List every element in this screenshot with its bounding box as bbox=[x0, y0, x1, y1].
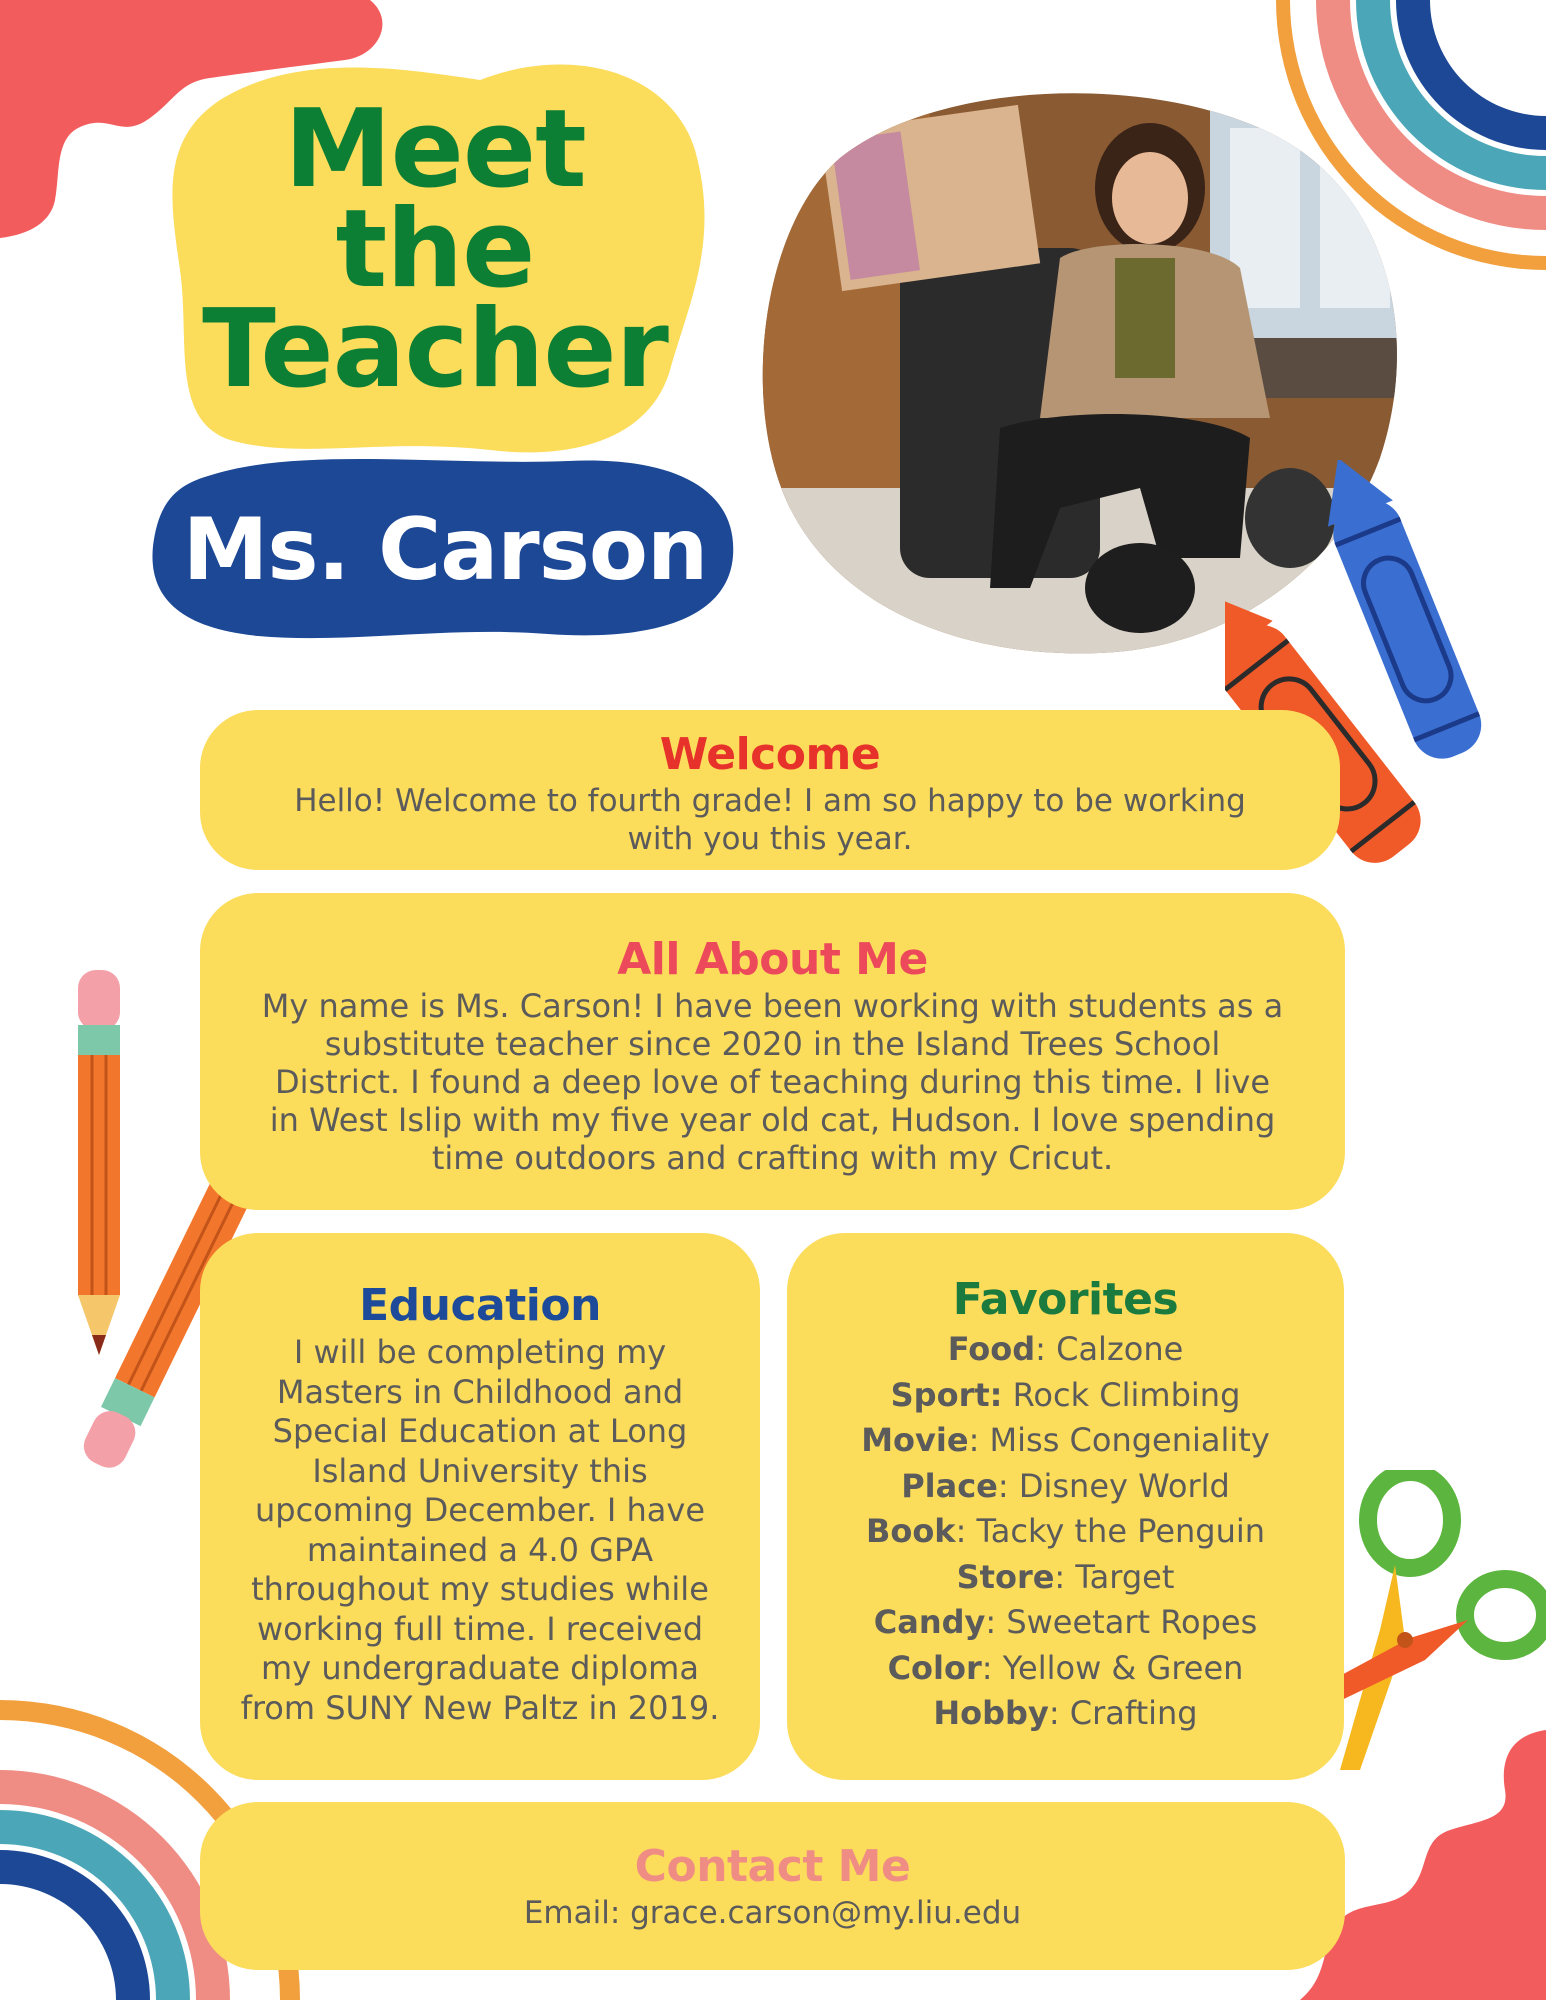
education-line: working full time. I received bbox=[256, 1609, 704, 1648]
about-me-heading: All About Me bbox=[617, 934, 928, 985]
favorite-value: Yellow & Green bbox=[992, 1648, 1244, 1687]
favorite-item-color bbox=[795, 1646, 1336, 1692]
favorite-value: Rock Climbing bbox=[1002, 1375, 1241, 1414]
pencil-icon bbox=[78, 970, 120, 1355]
favorites-heading: Favorites bbox=[952, 1274, 1179, 1325]
favorite-sep: : bbox=[997, 1466, 1009, 1505]
contact-card bbox=[200, 1802, 1345, 1970]
favorite-label: Color bbox=[887, 1648, 982, 1687]
favorite-value: Crafting bbox=[1059, 1694, 1198, 1732]
favorite-label: Place bbox=[901, 1466, 998, 1505]
favorite-item-book bbox=[795, 1509, 1336, 1555]
favorite-value: Target bbox=[1065, 1557, 1175, 1596]
favorite-value: Calzone bbox=[1045, 1330, 1184, 1368]
welcome-text-line-2: with you this year. bbox=[627, 821, 913, 857]
education-line: throughout my studies while bbox=[251, 1570, 709, 1608]
favorite-value: Miss Congeniality bbox=[979, 1421, 1270, 1459]
favorite-value: Disney World bbox=[1008, 1466, 1230, 1505]
about-me-line: District. I found a deep love of teaching during this time. I live bbox=[274, 1063, 1270, 1101]
welcome-card bbox=[200, 710, 1340, 870]
about-me-line: in West Islip with my five year old cat, Hudson. I love spending bbox=[269, 1101, 1276, 1139]
favorite-label: Candy bbox=[873, 1603, 986, 1641]
favorite-sep: : bbox=[985, 1603, 997, 1641]
favorite-item-movie bbox=[795, 1418, 1336, 1464]
education-heading: Education bbox=[359, 1280, 601, 1331]
education-line: Special Education at Long bbox=[272, 1412, 688, 1450]
contact-email[interactable]: Email: grace.carson@my.liu.edu bbox=[523, 1895, 1022, 1931]
about-me-line: My name is Ms. Carson! I have been working with students as a bbox=[261, 987, 1284, 1025]
about-me-card bbox=[200, 893, 1345, 1210]
favorite-value: Tacky the Penguin bbox=[966, 1512, 1266, 1550]
favorite-sep: : bbox=[1054, 1557, 1066, 1596]
favorite-sep: : bbox=[955, 1512, 967, 1550]
education-card bbox=[200, 1233, 760, 1780]
favorite-label: Movie bbox=[861, 1421, 969, 1459]
favorite-value: Sweetart Ropes bbox=[996, 1603, 1258, 1641]
about-me-line: substitute teacher since 2020 in the Island Trees School bbox=[324, 1025, 1221, 1063]
favorite-item-hobby bbox=[795, 1691, 1336, 1737]
title-line-meet: Meet bbox=[284, 87, 586, 212]
title-line-teacher: Teacher bbox=[202, 287, 668, 412]
title-line-the: the bbox=[335, 187, 535, 312]
favorite-label: Sport: bbox=[890, 1375, 1003, 1414]
welcome-text-line-1: Hello! Welcome to fourth grade! I am so happy to be working bbox=[294, 783, 1246, 819]
teacher-name: Ms. Carson bbox=[182, 500, 708, 600]
education-line: I will be completing my bbox=[293, 1333, 667, 1371]
favorite-item-sport bbox=[795, 1373, 1336, 1419]
favorite-label: Food bbox=[947, 1330, 1036, 1368]
about-me-line: time outdoors and crafting with my Cricut. bbox=[431, 1139, 1114, 1177]
favorite-item-candy bbox=[795, 1600, 1336, 1646]
favorite-sep: : bbox=[968, 1421, 980, 1459]
contact-heading: Contact Me bbox=[634, 1841, 911, 1892]
favorite-label: Book bbox=[865, 1512, 956, 1550]
favorite-item-food bbox=[795, 1327, 1336, 1373]
education-line: Masters in Childhood and bbox=[276, 1372, 684, 1411]
favorite-item-place bbox=[795, 1464, 1336, 1510]
education-line: Island University this bbox=[312, 1451, 648, 1490]
education-line: my undergraduate diploma bbox=[261, 1649, 699, 1687]
favorite-item-store bbox=[795, 1555, 1336, 1601]
education-line: upcoming December. I have bbox=[254, 1491, 706, 1529]
welcome-heading: Welcome bbox=[659, 729, 881, 780]
favorite-label: Store bbox=[956, 1557, 1055, 1596]
education-line: from SUNY New Paltz in 2019. bbox=[240, 1688, 720, 1727]
favorite-sep: : bbox=[1035, 1330, 1046, 1368]
favorite-sep: : bbox=[1048, 1694, 1060, 1732]
education-line: maintained a 4.0 GPA bbox=[306, 1530, 654, 1569]
favorite-sep: : bbox=[981, 1648, 993, 1687]
favorites-card bbox=[787, 1233, 1344, 1780]
page-title bbox=[140, 87, 730, 412]
favorite-label: Hobby bbox=[933, 1694, 1049, 1732]
